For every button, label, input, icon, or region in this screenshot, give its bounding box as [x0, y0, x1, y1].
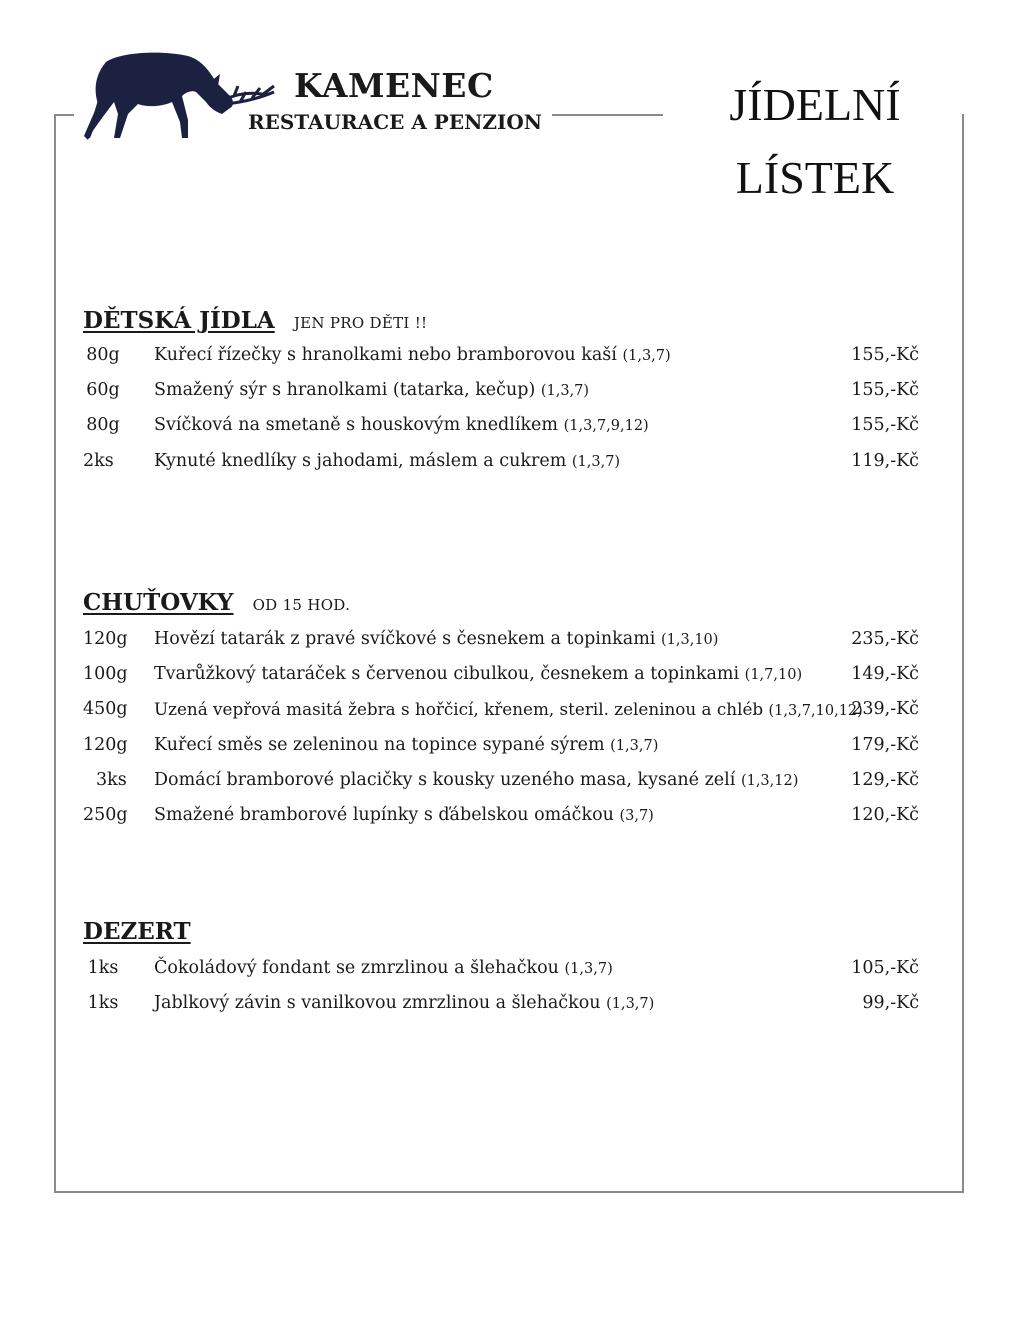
menu-item [83, 699, 923, 734]
item-name: Smažené bramborové lupínky s ďábelskou omáčkou (3,7) [154, 804, 654, 825]
section-chutovky [83, 589, 923, 840]
item-price: 155,-Kč [851, 380, 919, 401]
item-allergens: (1,3,7) [564, 961, 613, 977]
item-price: 120,-Kč [851, 804, 919, 825]
section-note: JEN PRO DĚTI !! [293, 314, 428, 332]
item-allergens: (3,7) [619, 807, 654, 824]
item-price: 239,-Kč [851, 699, 919, 720]
item-allergens: (1,3,12) [740, 772, 799, 789]
item-qty: 2ks [83, 450, 114, 471]
item-name: Hovězí tatarák z pravé svíčkové s česnekem a topinkami (1,3,10) [154, 629, 719, 649]
menu-item [83, 380, 923, 415]
item-name: Uzená vepřová masitá žebra s hořčicí, křenem, steril. zeleninou a chléb (1,3,7,10,12) [154, 699, 863, 720]
menu-item [83, 345, 923, 380]
item-allergens: (1,3,10) [661, 632, 719, 648]
item-qty: 120g [83, 734, 128, 755]
section-title: CHUŤOVKY [83, 589, 234, 616]
item-name: Kuřecí směs se zeleninou na topince sypané sýrem (1,3,7) [154, 734, 659, 755]
menu-item [83, 664, 923, 699]
frame-right [962, 114, 964, 1193]
menu-item [83, 735, 923, 770]
brand-name: KAMENEC [294, 66, 494, 105]
item-price: 119,-Kč [851, 450, 919, 471]
item-qty: 80g [86, 415, 120, 436]
menu-item [83, 958, 923, 993]
item-qty: 1ks [87, 958, 119, 978]
item-allergens: (1,3,7) [571, 453, 621, 470]
item-allergens: (1,3,7) [622, 348, 671, 364]
section-note: OD 15 HOD. [252, 596, 351, 614]
frame-top-left [54, 114, 74, 116]
item-price: 155,-Kč [851, 345, 919, 365]
brand-logo [84, 48, 543, 143]
item-price: 105,-Kč [851, 958, 919, 978]
frame-left [54, 114, 56, 1193]
item-qty: 3ks [96, 769, 127, 790]
item-name: Domácí bramborové placičky s kousky uzeného masa, kysané zelí (1,3,12) [154, 769, 799, 790]
menu-item [83, 770, 923, 805]
item-price: 129,-Kč [851, 769, 919, 790]
item-name: Jablkový závin s vanilkovou zmrzlinou a šlehačkou (1,3,7) [154, 993, 655, 1014]
frame-bottom [54, 1191, 964, 1193]
section-detska-jidla [83, 307, 923, 486]
item-allergens: (1,7,10) [744, 667, 803, 684]
section-title: DEZERT [83, 918, 191, 945]
frame-top-middle [552, 114, 663, 116]
section-dezert [83, 918, 923, 1028]
item-name: Kynuté knedlíky s jahodami, máslem a cukrem (1,3,7) [154, 450, 621, 471]
item-price: 99,-Kč [862, 993, 919, 1014]
item-qty: 250g [83, 804, 128, 825]
item-allergens: (1,3,7) [540, 383, 590, 400]
item-name: Čokoládový fondant se zmrzlinou a šlehačkou (1,3,7) [154, 958, 613, 978]
item-name: Tvarůžkový tataráček s červenou cibulkou, česnekem a topinkami (1,7,10) [154, 664, 803, 685]
menu-item [83, 415, 923, 450]
item-allergens: (1,3,7) [606, 996, 655, 1013]
item-qty: 80g [86, 345, 120, 365]
page-title [700, 68, 930, 214]
item-name: Svíčková na smetaně s houskovým knedlíkem (1,3,7,9,12) [154, 415, 649, 436]
item-allergens: (1,3,7) [610, 737, 659, 754]
item-qty: 1ks [87, 993, 119, 1014]
section-title: DĚTSKÁ JÍDLA [83, 307, 275, 334]
item-name: Smažený sýr s hranolkami (tatarka, kečup) (1,3,7) [154, 380, 590, 401]
menu-item [83, 993, 923, 1028]
item-qty: 100g [83, 664, 128, 685]
item-price: 179,-Kč [851, 734, 919, 755]
menu-item [83, 629, 923, 664]
item-price: 155,-Kč [851, 415, 919, 436]
item-price: 235,-Kč [851, 629, 919, 649]
item-allergens: (1,3,7,10,12) [768, 703, 863, 720]
item-qty: 60g [86, 380, 120, 401]
item-allergens: (1,3,7,9,12) [563, 418, 649, 435]
item-qty: 120g [83, 629, 128, 649]
brand-subtitle: RESTAURACE A PENZION [248, 110, 543, 134]
menu-item [83, 805, 923, 840]
item-name: Kuřecí řízečky s hranolkami nebo bramborovou kaší (1,3,7) [154, 345, 671, 365]
item-price: 149,-Kč [851, 664, 919, 685]
menu-item [83, 451, 923, 486]
page-title-line-2: LÍSTEK [735, 152, 895, 203]
page-title-line-1: JÍDELNÍ [729, 79, 901, 130]
item-qty: 450g [83, 699, 128, 720]
